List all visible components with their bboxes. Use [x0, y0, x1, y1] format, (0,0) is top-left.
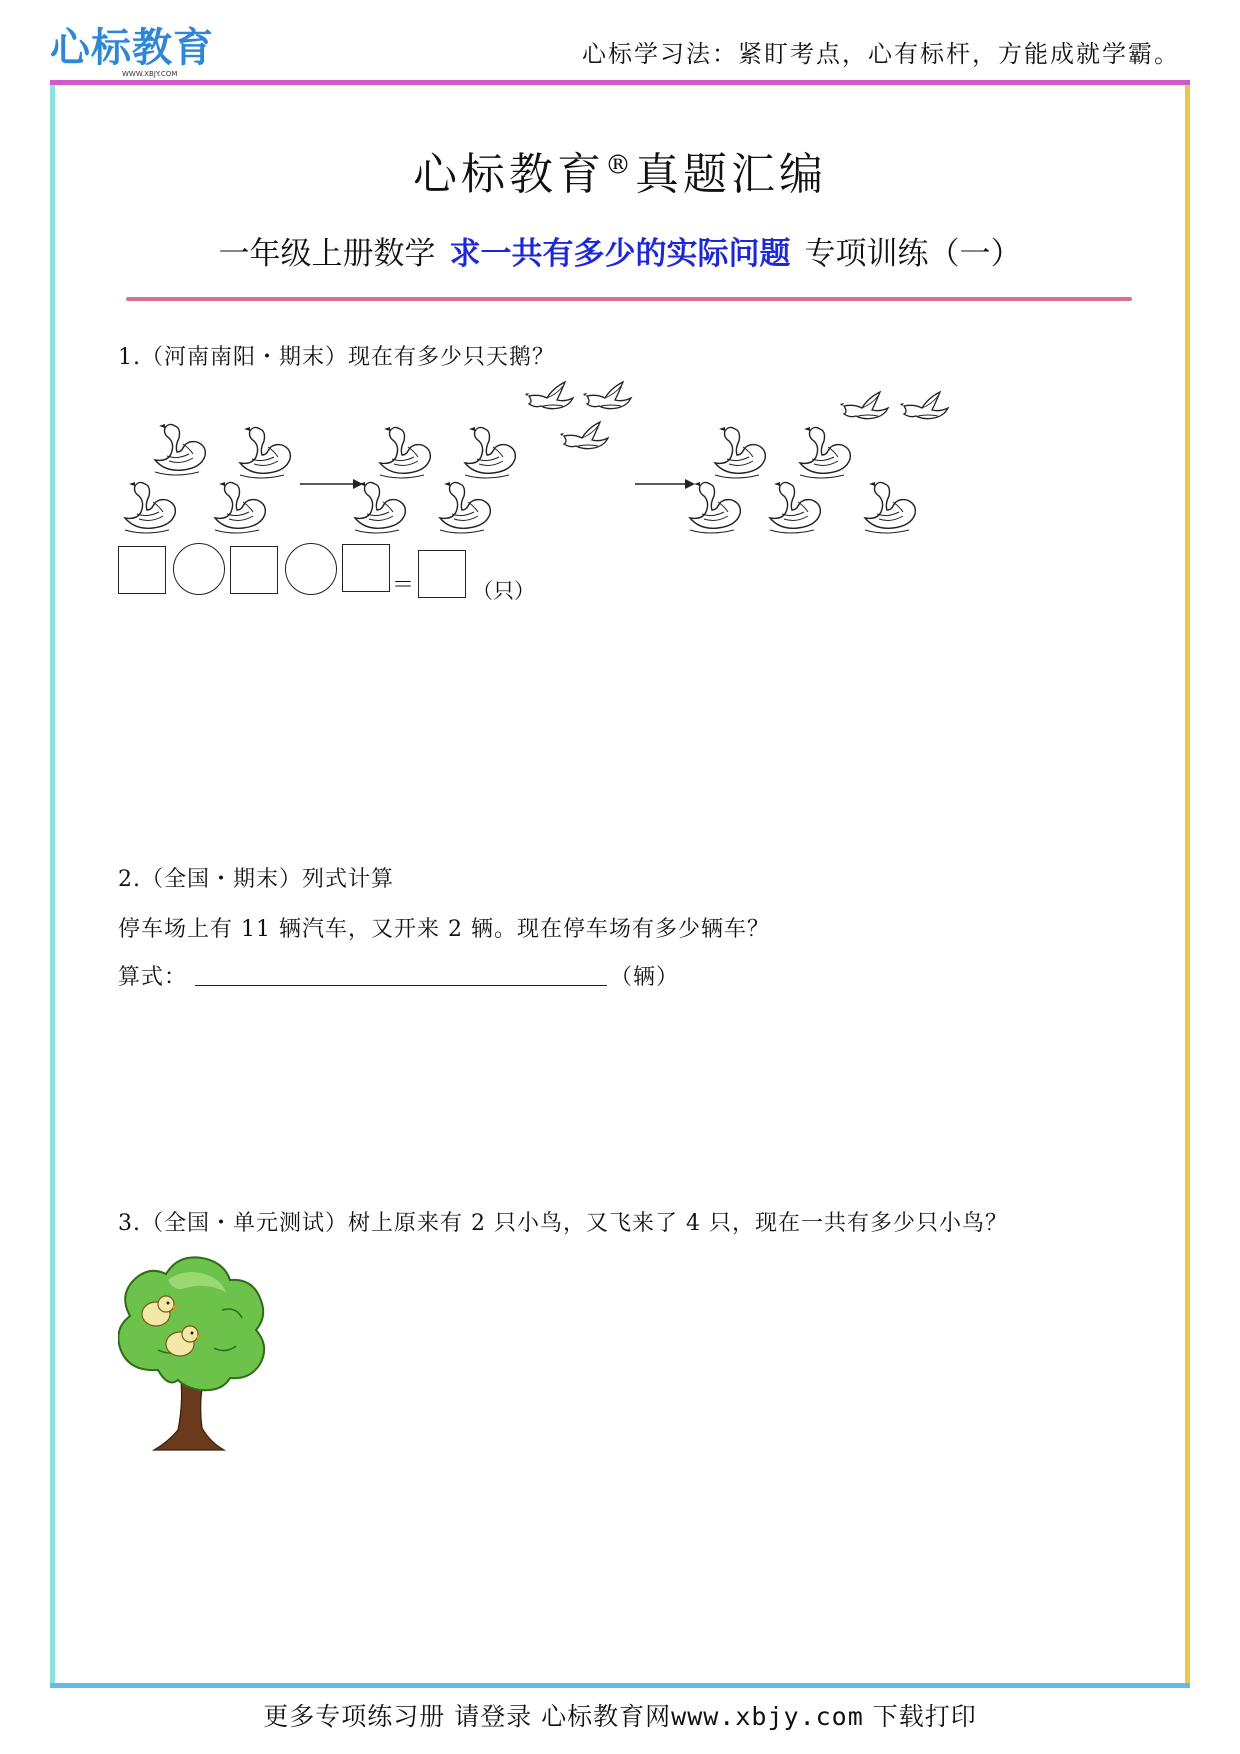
- swan-icon: [690, 482, 740, 533]
- swan-icon: [380, 427, 430, 478]
- question-1: 1.（河南南阳・期末）现在有多少只天鹅？: [118, 345, 555, 370]
- swan-illustration: [115, 378, 1015, 538]
- formula-unit: （辆）: [610, 965, 680, 990]
- operator-circle[interactable]: [285, 543, 337, 595]
- page-subtitle: [0, 228, 1240, 273]
- question-3: 3.（全国・单元测试）树上原来有 2 只小鸟，又飞来了 4 只，现在一共有多少只小鸟？: [118, 1211, 1008, 1236]
- answer-box[interactable]: [230, 546, 278, 594]
- flying-swan-icon: [525, 382, 573, 409]
- subtitle-prefix: 一年级上册数学: [218, 236, 436, 272]
- title-divider: [126, 297, 1132, 301]
- answer-box[interactable]: [342, 544, 390, 592]
- swan-icon: [865, 482, 915, 533]
- flying-swan-icon: [560, 422, 608, 449]
- formula-answer-line[interactable]: [195, 985, 607, 986]
- operator-circle[interactable]: [173, 543, 225, 595]
- arrow-right-icon: [300, 479, 363, 489]
- swan-icon: [770, 482, 820, 533]
- footer-suffix: 下载打印: [863, 1702, 977, 1731]
- arrow-right-icon: [635, 479, 695, 489]
- question-2: 2.（全国・期末）列式计算: [118, 867, 394, 892]
- unit-label: （只）: [472, 579, 535, 603]
- formula-label: 算式：: [118, 965, 188, 990]
- result-box[interactable]: [418, 550, 466, 598]
- swan-icon: [240, 427, 290, 478]
- footer-prefix: 更多专项练习册 请登录 心标教育网: [263, 1702, 672, 1731]
- subtitle-highlight: 求一共有多少的实际问题: [449, 236, 791, 272]
- page-title: 心标教育®真题汇编: [413, 149, 827, 200]
- left-border: [50, 85, 55, 1685]
- right-border: [1185, 85, 1190, 1685]
- bottom-border: [50, 1683, 1190, 1688]
- swan-icon: [355, 482, 405, 533]
- logo-url: WWW.XBJY.COM: [122, 70, 178, 78]
- footer-url[interactable]: www.xbjy.com: [671, 1702, 864, 1731]
- swan-icon: [215, 482, 265, 533]
- equals-sign: ＝: [392, 573, 415, 598]
- swan-icon: [465, 427, 515, 478]
- flying-swan-icon: [840, 392, 888, 419]
- swan-icon: [715, 427, 765, 478]
- flying-swan-icon: [900, 392, 948, 419]
- footer: [0, 1697, 1240, 1733]
- top-border: [50, 80, 1190, 85]
- subtitle-suffix: 专项训练（一）: [804, 236, 1022, 272]
- swan-icon: [440, 482, 490, 533]
- header-motto: 心标学习法：紧盯考点，心有标杆，方能成就学霸。: [582, 40, 1180, 68]
- question-2-content: 停车场上有 11 辆汽车，又开来 2 辆。现在停车场有多少辆车？: [118, 917, 770, 942]
- swan-icon: [125, 482, 175, 533]
- logo: [50, 25, 214, 82]
- answer-box[interactable]: [118, 546, 166, 594]
- swan-icon: [155, 424, 205, 475]
- swan-icon: [800, 427, 850, 478]
- tree-with-birds-icon: [118, 1250, 278, 1460]
- logo-text: 心标教育: [50, 25, 214, 71]
- flying-swan-icon: [583, 382, 631, 409]
